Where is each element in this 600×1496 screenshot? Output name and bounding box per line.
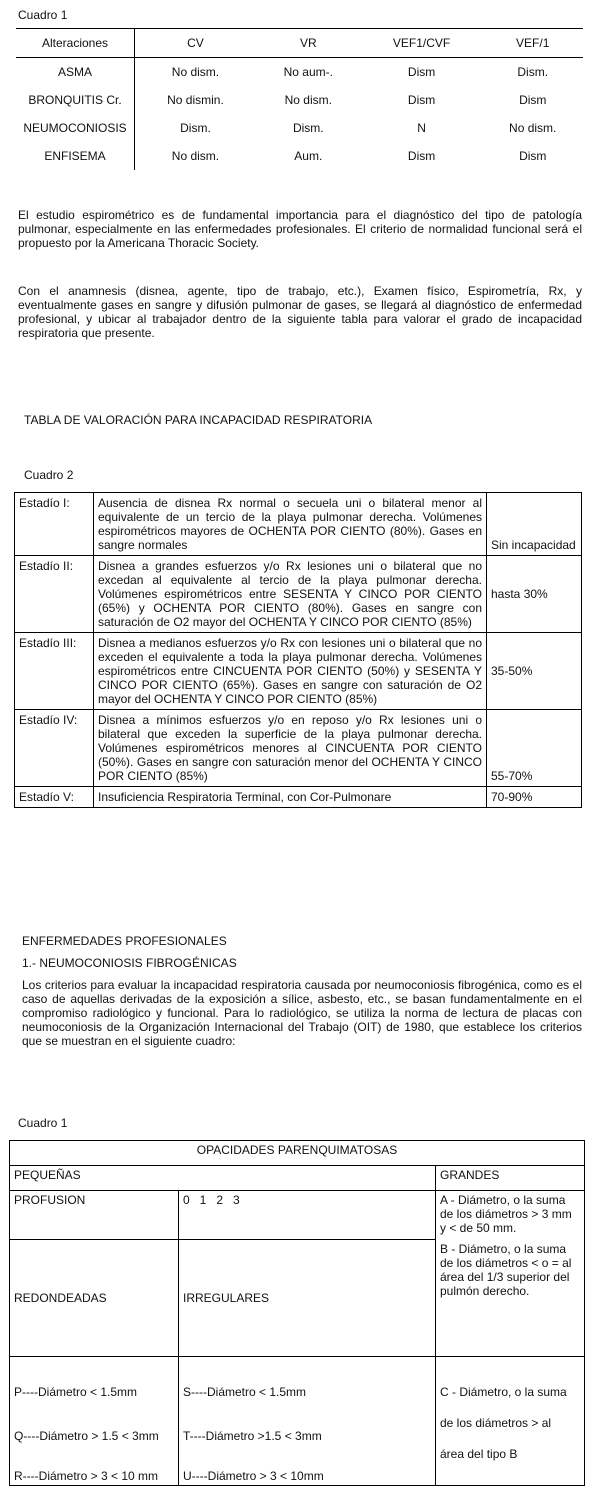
- table-header-row: [16, 29, 583, 58]
- large-type-a: A - Diámetro, o la suma de los diámetros > 3 mm y < de 50 mm.: [436, 1191, 585, 1240]
- table-row: [10, 1445, 585, 1486]
- round-p: P----Diámetro < 1.5mm: [10, 1357, 179, 1402]
- table-cell: Dism: [519, 92, 547, 107]
- table-cell: No dismin.: [167, 92, 224, 107]
- large-type-c-2: de los diámetros > al: [436, 1401, 585, 1445]
- table-cell: No dism.: [509, 120, 557, 135]
- parenchymal-opacities-table: [9, 1140, 585, 1486]
- rounded-label: REDONDEADAS: [10, 1240, 179, 1357]
- incapacity-cell: 70-90%: [487, 787, 582, 808]
- incapacity-cell: 55-70%: [487, 710, 582, 787]
- irregular-u: U----Diámetro > 3 < 10mm: [179, 1445, 436, 1486]
- paragraph-spirometry-importance: El estudio espirométrico es de fundamental importancia para el diagnóstico del tipo de patología pulmonar, especialmente en las enfermedades profesionales. El criterio de normalidad funcional será el propuesto por la Americana Thoracic Society.: [18, 208, 582, 250]
- description-cell: Disnea a medianos esfuerzos y/o Rx con lesiones uni o bilateral que no exceden el equivalente a toda la playa pulmonar derecha. Volúmenes espirométricos entre CINCUENTA POR CIENTO (50%) y SESENTA Y CINCO POR CIENTO (65%). Gases en sangre con saturación de O2 mayor del OCHENTA Y CINCO POR CIENTO (85%): [94, 633, 487, 710]
- description-cell: Insuficiencia Respiratoria Terminal, con Cor-Pulmonare: [94, 787, 487, 808]
- column-header: VR: [256, 29, 361, 58]
- irregular-label: IRREGULARES: [179, 1240, 436, 1357]
- large-type-c-3: área del tipo B: [436, 1445, 585, 1486]
- table-row: [10, 1166, 585, 1191]
- paragraph-criteria: Los criterios para evaluar la incapacidad respiratoria causada por neumoconiosis fibrogénica, como es el caso de aquellas derivadas de la exposición a sílice, asbesto, etc., se basan fundamentalmente en el compromiso radiológico y funcional. Para lo radiológico, se utiliza la norma de lectura de placas con neumoconiosis de la Organización Internacional del Trabajo (OIT) de 1980, que establece los criterios que se muestran en el siguiente cuadro:: [22, 978, 582, 1048]
- table-cell: No dism.: [284, 92, 332, 107]
- table-row: [10, 1191, 585, 1240]
- stage-cell: Estadío II:: [15, 556, 94, 633]
- table-title: TABLA DE VALORACIÓN PARA INCAPACIDAD RESPIRATORIA: [24, 413, 373, 427]
- irregular-t: T----Diámetro >1.5 < 3mm: [179, 1401, 436, 1445]
- profusion-values: 0 1 2 3: [179, 1191, 436, 1240]
- description-cell: Ausencia de disnea Rx normal o secuela uni o bilateral menor al equivalente de un tercio de la playa pulmonar derecha. Volúmenes espirométricos mayores de OCHENTA POR CIENTO (80%). Gases en sangre normales: [94, 493, 487, 556]
- table-row: [15, 633, 582, 710]
- large-type-b: B - Diámetro, o la suma de los diámetros < o = al área del 1/3 superior del pulmón derecho.: [436, 1240, 585, 1357]
- table-cell: Dism: [407, 148, 436, 163]
- table-cell: ENFISEMA: [16, 142, 135, 170]
- table-cell: Dism: [407, 92, 436, 107]
- section-title: ENFERMEDADES PROFESIONALES: [22, 934, 227, 948]
- table-cell: No dism.: [171, 64, 220, 79]
- table-row: [10, 1401, 585, 1445]
- table-cell: No aum-.: [283, 64, 333, 79]
- column-header: Alteraciones: [16, 29, 135, 58]
- description-cell: Disnea a grandes esfuerzos y/o Rx lesiones uni o bilateral que no excedan al equivalente al tercio de la playa pulmonar derecha. Volúmenes espirométricos entre SESENTA Y CINCO POR CIENTO (65%) y OCHENTA POR CIENTO (80%). Gases en sangre con saturación de O2 mayor del OCHENTA Y CINCO POR CIENTO (85%): [94, 556, 487, 633]
- incapacity-cell: 35-50%: [487, 633, 582, 710]
- table-cell: No dism.: [171, 148, 220, 163]
- paragraph-anamnesis: Con el anamnesis (disnea, agente, tipo de trabajo, etc.), Examen físico, Espirometría, Rx, y eventualmente gases en sangre y difusión pulmonar de gases, se llegará al diagnóstico de enfermedad profesional, y ubicar al trabajador dentro de la siguiente tabla para valorar el grado de incapacidad respiratoria que presente.: [18, 284, 582, 340]
- cuadro1-caption: Cuadro 1: [18, 8, 68, 22]
- small-opacities-header: PEQUEÑAS: [10, 1166, 436, 1191]
- cuadro1-bottom-caption: Cuadro 1: [18, 1116, 68, 1130]
- table-row: [10, 1141, 585, 1166]
- table-cell: Dism.: [517, 64, 549, 79]
- profusion-label: PROFUSION: [10, 1191, 179, 1240]
- large-type-c-1: C - Diámetro, o la suma: [436, 1357, 585, 1402]
- table-row: [10, 1357, 585, 1402]
- column-header: VEF1/CVF: [361, 29, 483, 58]
- table-cell: Dism.: [292, 120, 324, 135]
- incapacity-valuation-table: [14, 492, 582, 808]
- round-q: Q----Diámetro > 1.5 < 3mm: [10, 1401, 179, 1445]
- table-row: [16, 58, 583, 87]
- incapacity-cell: Sin incapacidad: [487, 493, 582, 556]
- cuadro2-caption: Cuadro 2: [24, 468, 74, 482]
- column-header: VEF/1: [482, 29, 583, 58]
- table-cell: BRONQUITIS Cr.: [16, 86, 135, 114]
- subsection-title: 1.- NEUMOCONIOSIS FIBROGÉNICAS: [22, 956, 237, 970]
- table-row: [15, 787, 582, 808]
- table-row: [15, 710, 582, 787]
- stage-cell: Estadío III:: [15, 633, 94, 710]
- round-r: R----Diámetro > 3 < 10 mm: [10, 1445, 179, 1486]
- table-title-cell: OPACIDADES PARENQUIMATOSAS: [10, 1141, 585, 1166]
- table-row: [16, 114, 583, 142]
- table-cell: N: [417, 120, 426, 135]
- table-cell: Dism: [519, 148, 547, 163]
- stage-cell: Estadío I:: [15, 493, 94, 556]
- irregular-s: S----Diámetro < 1.5mm: [179, 1357, 436, 1402]
- stage-cell: Estadío IV:: [15, 710, 94, 787]
- table-row: [16, 86, 583, 114]
- table-row: [15, 556, 582, 633]
- table-row: [10, 1240, 585, 1357]
- column-header: CV: [135, 29, 256, 58]
- table-cell: Aum.: [294, 148, 323, 163]
- table-cell: ASMA: [16, 58, 135, 87]
- spirometry-alterations-table: [16, 28, 583, 170]
- table-cell: Dism.: [180, 120, 211, 135]
- table-cell: NEUMOCONIOSIS: [16, 114, 135, 142]
- table-row: [15, 493, 582, 556]
- incapacity-cell: hasta 30%: [487, 556, 582, 633]
- large-opacities-header: GRANDES: [436, 1166, 585, 1191]
- description-cell: Disnea a mínimos esfuerzos y/o en reposo y/o Rx lesiones uni o bilateral que exceden la superficie de la playa pulmonar derecha. Volúmenes espirométricos menores al CINCUENTA POR CIENTO (50%). Gases en sangre con saturación menor del OCHENTA Y CINCO POR CIENTO (85%): [94, 710, 487, 787]
- stage-cell: Estadío V:: [15, 787, 94, 808]
- table-row: [16, 142, 583, 170]
- table-cell: Dism: [407, 64, 436, 79]
